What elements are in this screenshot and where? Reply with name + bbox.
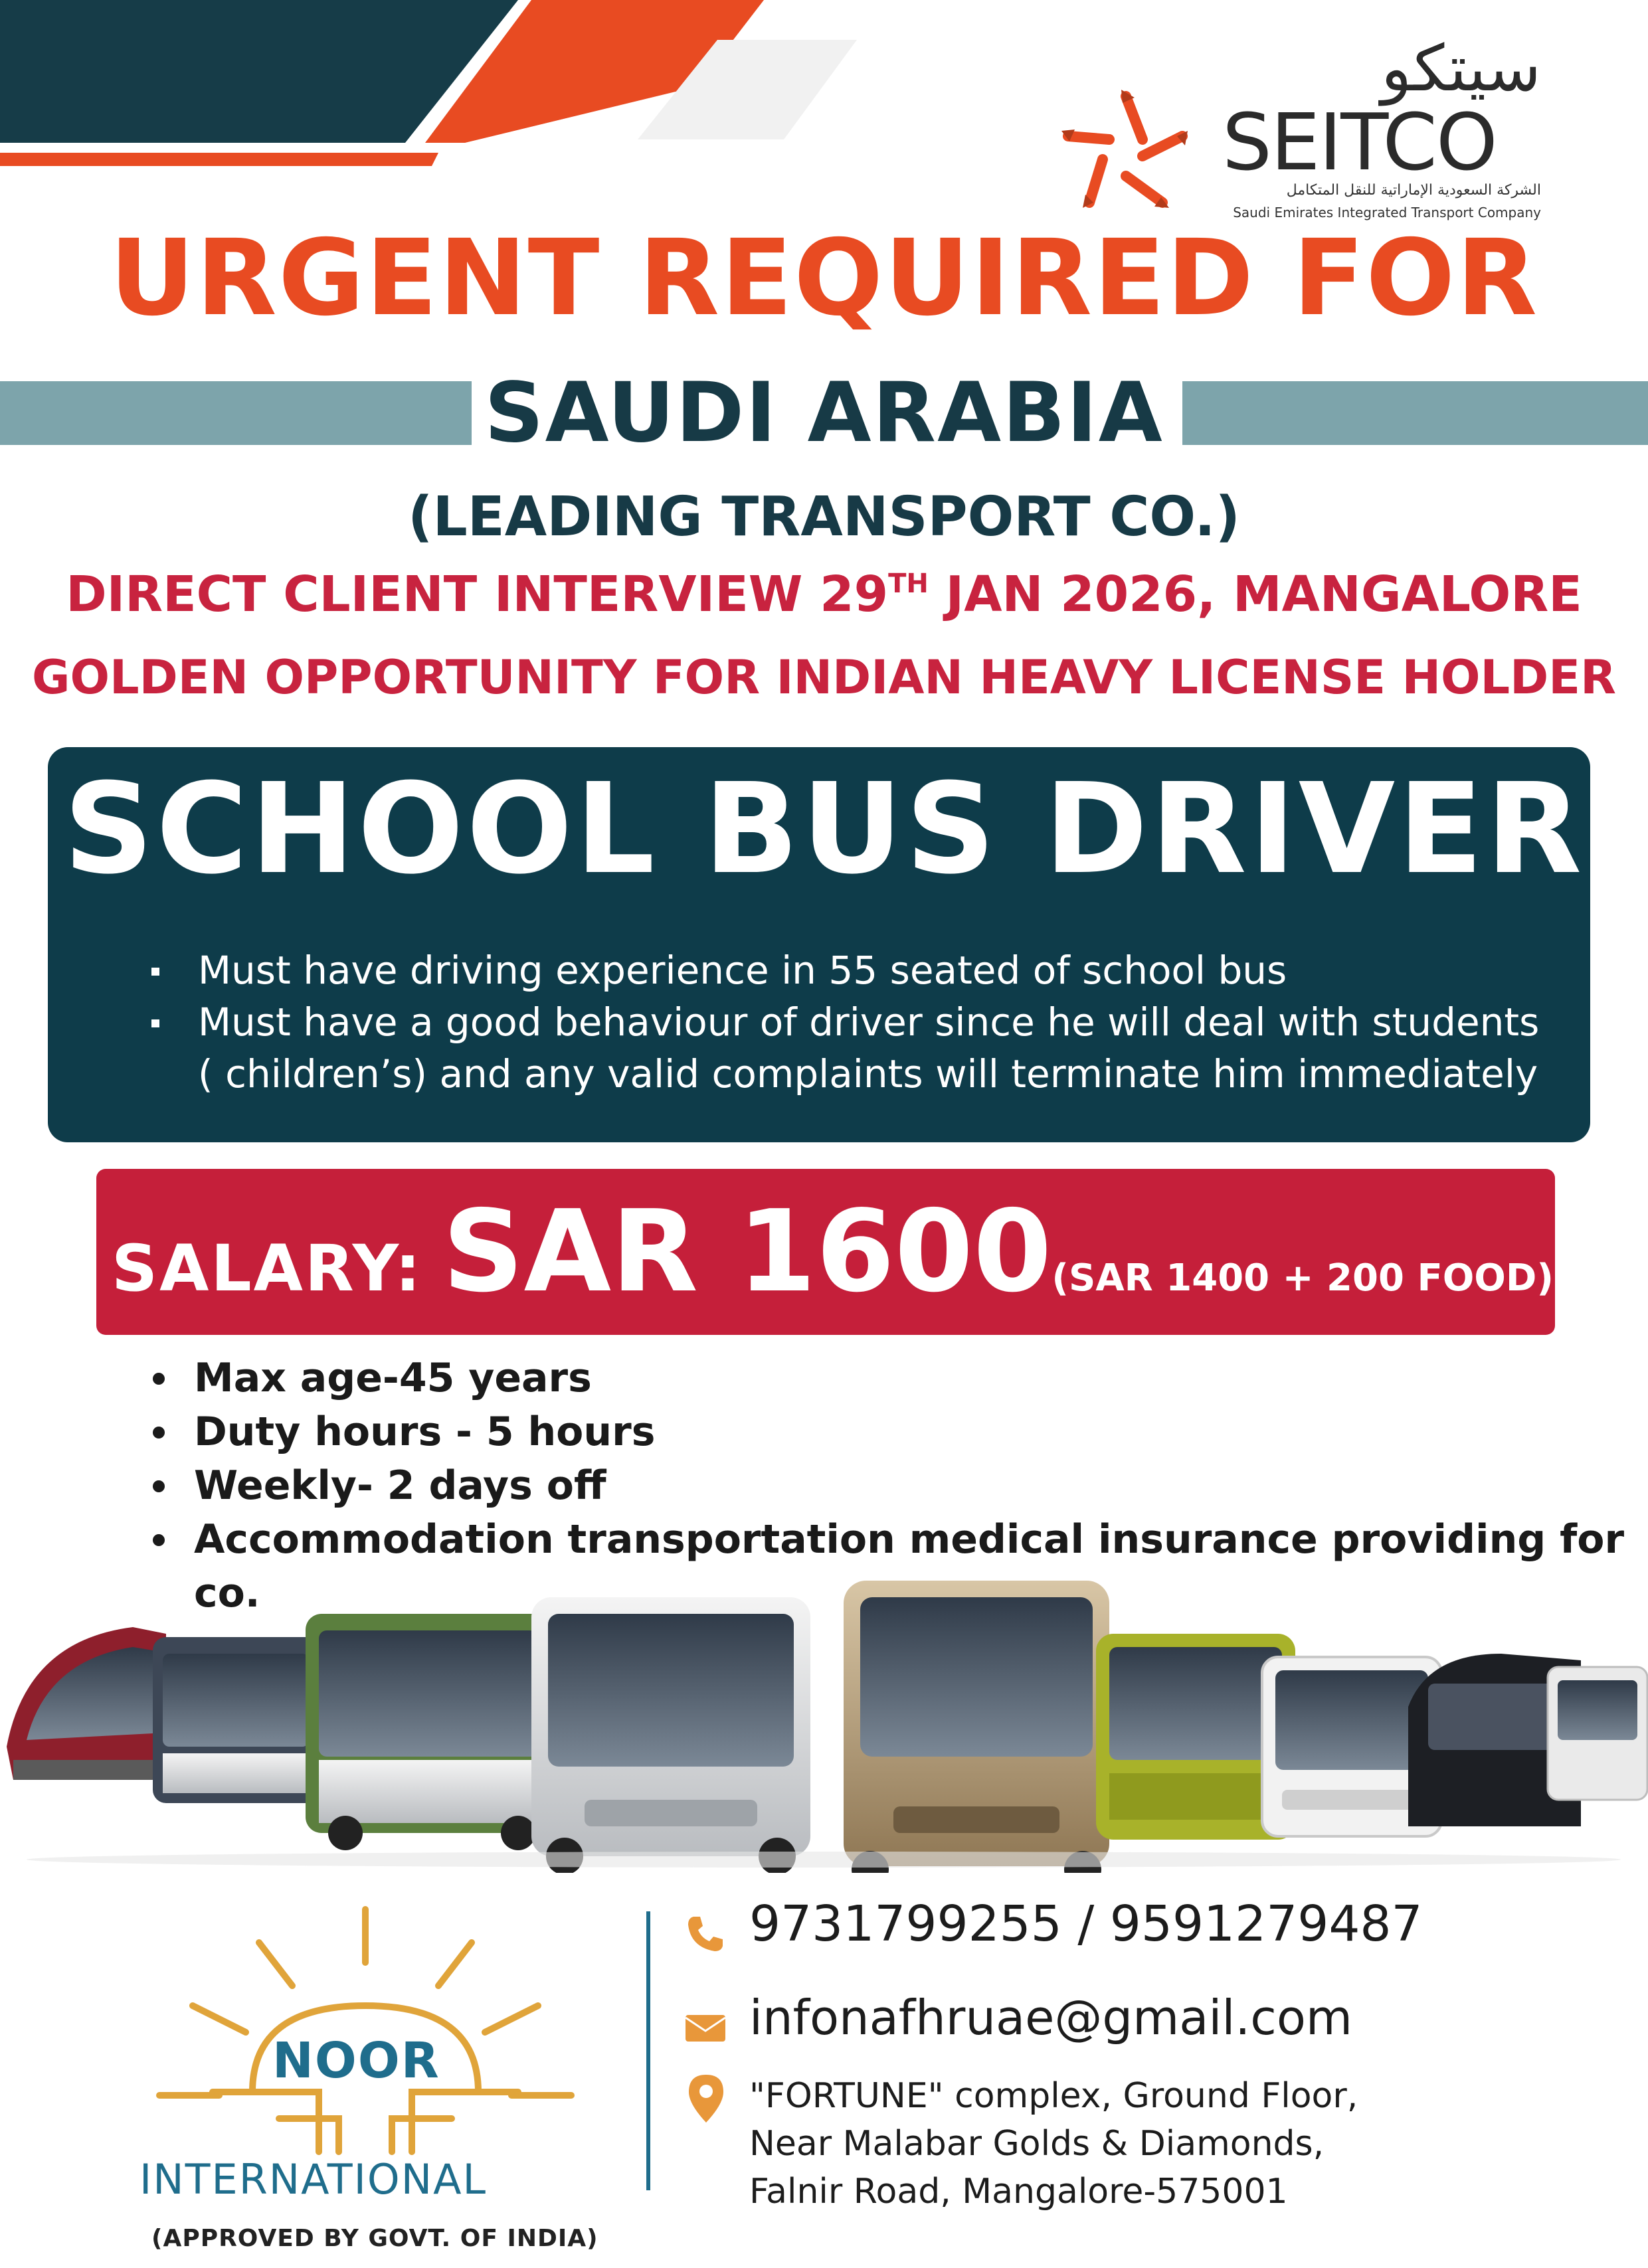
list-item xyxy=(153,1459,1648,1513)
address-line: "FORTUNE" complex, Ground Floor, xyxy=(749,2076,1358,2116)
requirements-list xyxy=(146,944,1539,1100)
opportunity-heading: GOLDEN OPPORTUNITY FOR INDIAN HEAVY LICENSE HOLDER xyxy=(32,650,1616,705)
shuttle-icon xyxy=(1548,1667,1647,1800)
salary-detail: (SAR 1400 + 200 FOOD) xyxy=(1052,1257,1554,1300)
seitco-wordmark: SEITCO xyxy=(1222,96,1497,188)
list-item xyxy=(146,996,1539,1048)
noor-international-logo xyxy=(120,1893,611,2265)
list-item xyxy=(146,944,1539,996)
phone-icon xyxy=(684,1913,727,1955)
country-heading: SAUDI ARABIA xyxy=(484,365,1164,461)
bullet-icon xyxy=(151,968,159,976)
city-bus-icon xyxy=(153,1637,319,1803)
bus-fleet-image xyxy=(0,1561,1648,1873)
email-address[interactable]: infonafhruae@gmail.com xyxy=(749,1990,1353,2046)
requirement-text: Must have a good behaviour of driver since he will deal with students xyxy=(198,1000,1540,1045)
gold-coach-icon xyxy=(844,1581,1109,1873)
star-arrows-icon xyxy=(1056,83,1196,216)
benefit-text: Accommodation transportation medical insurance providing for co. xyxy=(194,1516,1625,1616)
benefit-text: Duty hours - 5 hours xyxy=(194,1409,656,1455)
header-stripes xyxy=(0,0,864,173)
bullet-icon xyxy=(153,1480,165,1492)
address-line: Falnir Road, Mangalore-575001 xyxy=(749,2172,1288,2212)
salary-amount: SAR 1600 xyxy=(442,1186,1052,1318)
contact-divider xyxy=(646,1911,650,2190)
seitco-arabic-wordmark: سيتكو xyxy=(1381,31,1541,106)
benefit-text: Weekly- 2 days off xyxy=(194,1462,606,1509)
location-pin-icon xyxy=(687,2073,725,2124)
address-block xyxy=(749,2072,1358,2216)
bullet-icon xyxy=(153,1427,165,1439)
seitco-arabic-subtitle: الشركة السعودية الإماراتية للنقل المتكامل xyxy=(1286,182,1541,199)
job-title: SCHOOL BUS DRIVER xyxy=(63,756,1585,902)
coach-bus-icon xyxy=(531,1597,810,1873)
bullet-icon xyxy=(153,1534,165,1546)
benefit-text: Max age-45 years xyxy=(194,1355,592,1401)
requirement-text: Must have driving experience in 55 seated of school bus xyxy=(198,948,1287,993)
tram-icon xyxy=(7,1627,166,1780)
green-bus-icon xyxy=(306,1614,551,1850)
list-item-continuation: ( children’s) and any valid complaints will terminate him immediately xyxy=(198,1051,1538,1096)
list-item xyxy=(153,1405,1648,1459)
company-type-heading: (LEADING TRANSPORT CO.) xyxy=(408,485,1240,549)
international-wordmark: INTERNATIONAL xyxy=(139,2155,488,2204)
salary-line xyxy=(112,1186,1554,1318)
phone-number[interactable]: 9731799255 / 9591279487 xyxy=(749,1895,1423,1953)
salary-label: SALARY: xyxy=(112,1231,423,1306)
address-line: Near Malabar Golds & Diamonds, xyxy=(749,2124,1325,2164)
interview-rest: JAN 2026, MANGALORE xyxy=(928,566,1582,623)
interview-heading xyxy=(0,566,1648,623)
approval-note: (APPROVED BY GOVT. OF INDIA) xyxy=(151,2225,598,2252)
interview-prefix: DIRECT CLIENT INTERVIEW 29 xyxy=(66,566,889,623)
seitco-logo xyxy=(1056,31,1561,236)
bullet-icon xyxy=(153,1373,165,1385)
bullet-icon xyxy=(151,1019,159,1027)
interview-ordinal: TH xyxy=(888,568,929,599)
seitco-subtitle: Saudi Emirates Integrated Transport Company xyxy=(1233,205,1541,220)
noor-wordmark: NOOR xyxy=(272,2032,440,2089)
urgent-heading: URGENT REQUIRED FOR xyxy=(109,217,1539,339)
email-icon xyxy=(684,2012,727,2044)
list-item xyxy=(153,1352,1648,1405)
